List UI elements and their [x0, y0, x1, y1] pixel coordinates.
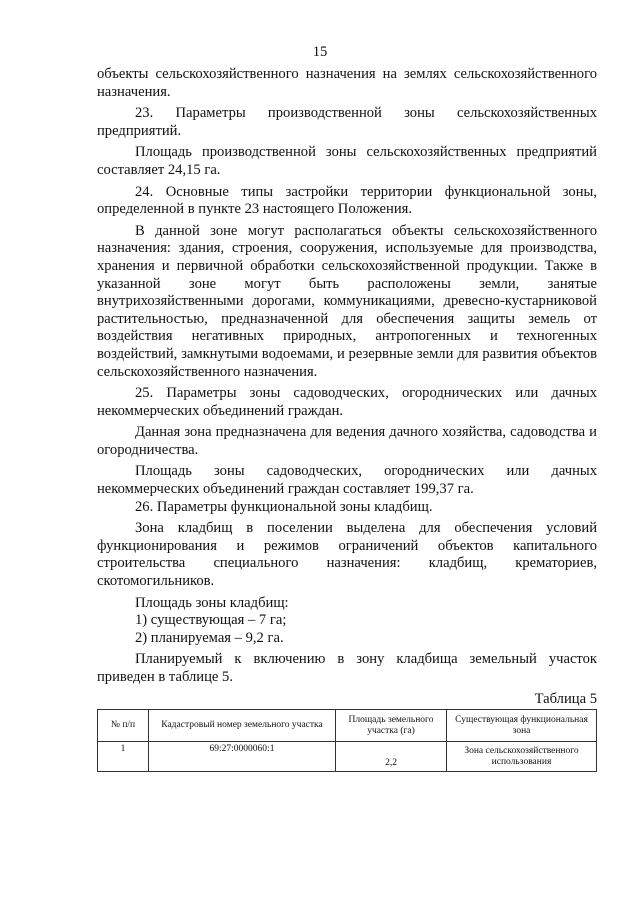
list-item: 2) планируемая – 9,2 га.: [135, 629, 284, 646]
column-header-cadastral-number: Кадастровый номер земельного участка: [149, 710, 336, 742]
data-table: [97, 709, 597, 772]
section-heading: 26. Параметры функциональной зоны кладбищ.: [135, 498, 433, 515]
paragraph: В данной зоне могут располагаться объекты сельскохозяйственного назначения: здания, строения, сооружения, используемые для производства, хранения и первичной обработки сельскохозяйственной продукции. Также в указанной зоне могут быть расположены земли, занятые внутрихозяйственными дорогами, коммуникациями, древесно-кустарниковой растительностью, предназначенной для обеспечения защиты земель от воздействия негативных природных, антропогенных и техногенных воздействий, замкнутыми водоемами, и резервные земли для развития объектов сельскохозяйственного назначения.: [97, 222, 597, 380]
section-heading: 25. Параметры зоны садоводческих, огороднических или дачных некоммерческих объединений граждан.: [97, 385, 597, 419]
column-header-functional-zone: Существующая функциональная зона: [447, 710, 597, 742]
paragraph: объекты сельскохозяйственного назначения на землях сельскохозяйственного назначения.: [97, 66, 597, 100]
paragraph: Площадь зоны садоводческих, огороднических или дачных некоммерческих объединений граждан составляет 199,37 га.: [97, 463, 597, 498]
table-header-row: [98, 710, 597, 742]
table-row: [98, 742, 597, 772]
cell-cadastral-number: 69:27:0000060:1: [149, 742, 336, 772]
cell-number: 1: [98, 742, 149, 772]
column-header-number: № п/п: [98, 710, 149, 742]
column-header-area: Площадь земельного участка (га): [336, 710, 447, 742]
paragraph: Планируемый к включению в зону кладбища земельный участок приведен в таблице 5.: [97, 651, 597, 685]
cell-area: 2,2: [336, 742, 447, 772]
list-item: 1) существующая – 7 га;: [135, 612, 287, 629]
section-heading: 24. Основные типы застройки территории функциональной зоны, определенной в пункте 23 настоящего Положения.: [97, 183, 597, 218]
section-heading: 23. Параметры производственной зоны сельскохозяйственных предприятий.: [97, 105, 597, 139]
paragraph: Площадь производственной зоны сельскохозяйственных предприятий составляет 24,15 га.: [97, 144, 597, 178]
paragraph: Зона кладбищ в поселении выделена для обеспечения условий функционирования и режимов ограничений объектов капитального строительства специального назначения: кладбищ, крематориев, скотомогильников.: [97, 520, 597, 590]
table-caption: Таблица 5: [534, 690, 597, 707]
cell-functional-zone: Зона сельскохозяйственного использования: [447, 742, 597, 772]
paragraph: Данная зона предназначена для ведения дачного хозяйства, садоводства и огородничества.: [97, 424, 597, 458]
paragraph: Площадь зоны кладбищ:: [135, 594, 289, 611]
page-number: 15: [312, 44, 328, 60]
document-body: [97, 66, 597, 772]
